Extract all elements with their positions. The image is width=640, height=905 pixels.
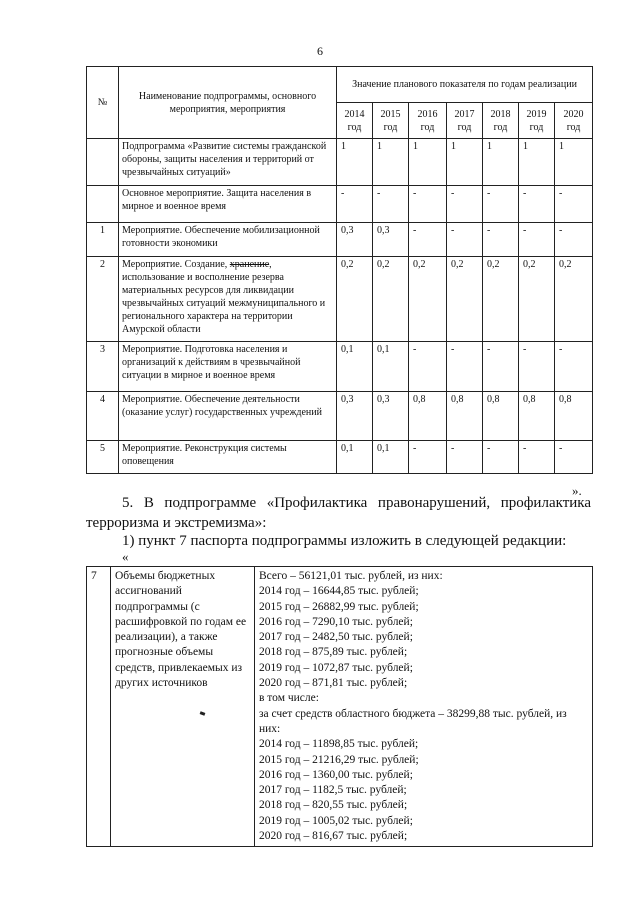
table-row xyxy=(87,392,593,441)
budget-table xyxy=(86,566,593,847)
row-value: - xyxy=(409,342,447,392)
indicators-table xyxy=(86,66,593,474)
row-value: - xyxy=(447,342,483,392)
row-value: - xyxy=(483,186,519,223)
row-value: 0,8 xyxy=(555,392,593,441)
budget-line: в том числе: xyxy=(259,692,319,705)
row-value: 1 xyxy=(409,139,447,186)
year-header: 2017 год xyxy=(447,103,483,139)
struck-word: хранение xyxy=(229,259,270,270)
budget-label: Объемы бюджетных ассигнований подпрограммы (с расшифровкой по годам ее реализации), а также прогнозные объемы средств, привлекаемых из других источников xyxy=(111,567,255,847)
row-value: - xyxy=(519,342,555,392)
row-value: 0,1 xyxy=(373,342,409,392)
row-name: Подпрограмма «Развитие системы гражданской обороны, защиты населения и территорий от чрезвычайных ситуаций» xyxy=(119,139,337,186)
row-value: 0,2 xyxy=(555,257,593,342)
budget-num: 7 xyxy=(87,567,111,847)
budget-line: 2018 год – 875,89 тыс. рублей; xyxy=(259,646,408,659)
budget-line: 2017 год – 2482,50 тыс. рублей; xyxy=(259,631,413,644)
row-num: 2 xyxy=(87,257,119,342)
row-name: Основное мероприятие. Защита населения в мирное и военное время xyxy=(119,186,337,223)
row-value: 0,3 xyxy=(337,392,373,441)
row-value: 0,2 xyxy=(409,257,447,342)
row-name: Мероприятие. Обеспечение деятельности (оказание услуг) государственных учреждений xyxy=(119,392,337,441)
closing-quote: ». xyxy=(572,483,582,498)
row-value: - xyxy=(555,223,593,257)
row-value: 0,3 xyxy=(337,223,373,257)
row-value: 0,2 xyxy=(373,257,409,342)
row-value: - xyxy=(409,223,447,257)
row-value: - xyxy=(555,186,593,223)
row-value: 0,1 xyxy=(337,441,373,474)
year-header: 2019 год xyxy=(519,103,555,139)
row-value: 0,2 xyxy=(337,257,373,342)
row-value: 0,8 xyxy=(409,392,447,441)
header-name: Наименование подпрограммы, основного мероприятия, мероприятия xyxy=(119,67,337,139)
header-group: Значение планового показателя по годам реализации xyxy=(337,67,593,103)
row-value: - xyxy=(373,186,409,223)
row-value: 1 xyxy=(337,139,373,186)
row-value: 1 xyxy=(519,139,555,186)
row-value: - xyxy=(447,186,483,223)
page-number: 6 xyxy=(317,44,323,58)
row-value: 1 xyxy=(483,139,519,186)
year-header: 2018 год xyxy=(483,103,519,139)
row-value: 0,8 xyxy=(483,392,519,441)
row-name: Мероприятие. Обеспечение мобилизационной готовности экономики xyxy=(119,223,337,257)
table-row xyxy=(87,342,593,392)
row-value: 1 xyxy=(447,139,483,186)
row-value: 0,2 xyxy=(519,257,555,342)
row-value: 0,3 xyxy=(373,392,409,441)
row-value: 0,2 xyxy=(447,257,483,342)
budget-line: за счет средств областного бюджета – 38299,88 тыс. рублей, из них: xyxy=(259,707,567,735)
row-value: - xyxy=(483,342,519,392)
row-value: - xyxy=(409,186,447,223)
row-num: 3 xyxy=(87,342,119,392)
budget-line: 2015 год – 26882,99 тыс. рублей; xyxy=(259,600,419,613)
row-value: 0,1 xyxy=(337,342,373,392)
table-row xyxy=(87,257,593,342)
table-row xyxy=(87,567,593,847)
row-value: - xyxy=(555,441,593,474)
row-name xyxy=(119,257,337,342)
row-num: 5 xyxy=(87,441,119,474)
row-value: 1 xyxy=(373,139,409,186)
row-num xyxy=(87,139,119,186)
row-name-part: , использование и восполнение резерва материальных ресурсов для ликвидации чрезвычайных ситуаций межмуниципального и регионального характера на территории Амурской области xyxy=(122,259,326,335)
budget-line: 2017 год – 1182,5 тыс. рублей; xyxy=(259,784,407,797)
row-num: 4 xyxy=(87,392,119,441)
row-value: - xyxy=(447,223,483,257)
table-row xyxy=(87,223,593,257)
year-header: 2014 год xyxy=(337,103,373,139)
table-row xyxy=(87,186,593,223)
budget-line: 2020 год – 871,81 тыс. рублей; xyxy=(259,677,408,690)
row-value: - xyxy=(519,223,555,257)
year-header: 2020 год xyxy=(555,103,593,139)
row-value: 0,8 xyxy=(519,392,555,441)
budget-line: 2014 год – 11898,85 тыс. рублей; xyxy=(259,738,419,751)
row-value: - xyxy=(409,441,447,474)
row-value: 0,1 xyxy=(373,441,409,474)
row-value: 0,2 xyxy=(483,257,519,342)
paragraph-5: 5. В подпрограмме «Профилактика правонарушений, профилактика терроризма и экстремизма»: xyxy=(86,495,591,531)
row-value: - xyxy=(483,223,519,257)
row-value: 0,3 xyxy=(373,223,409,257)
paragraph-1: 1) пункт 7 паспорта подпрограммы изложить в следующей редакции: xyxy=(122,533,567,549)
row-name-part: Мероприятие. Создание, xyxy=(122,259,230,270)
row-value: 1 xyxy=(555,139,593,186)
budget-line: Всего – 56121,01 тыс. рублей, из них: xyxy=(259,570,443,582)
row-value: - xyxy=(483,441,519,474)
year-header: 2015 год xyxy=(373,103,409,139)
row-value: - xyxy=(555,342,593,392)
row-value: - xyxy=(519,441,555,474)
row-num xyxy=(87,186,119,223)
budget-line: 2018 год – 820,55 тыс. рублей; xyxy=(259,799,408,812)
budget-line: 2016 год – 7290,10 тыс. рублей; xyxy=(259,615,413,628)
row-value: - xyxy=(337,186,373,223)
budget-lines xyxy=(255,567,593,847)
row-value: - xyxy=(447,441,483,474)
header-num: № xyxy=(87,67,119,139)
row-name: Мероприятие. Реконструкция системы оповещения xyxy=(119,441,337,474)
row-name: Мероприятие. Подготовка населения и организаций к действиям в чрезвычайной ситуации в мирное и военное время xyxy=(119,342,337,392)
budget-line: 2015 год – 21216,29 тыс. рублей; xyxy=(259,753,419,766)
row-value: 0,8 xyxy=(447,392,483,441)
budget-line: 2019 год – 1072,87 тыс. рублей; xyxy=(259,661,413,674)
budget-line: 2016 год – 1360,00 тыс. рублей; xyxy=(259,768,413,781)
opening-quote: « xyxy=(122,549,129,564)
table-row xyxy=(87,441,593,474)
year-header: 2016 год xyxy=(409,103,447,139)
row-value: - xyxy=(519,186,555,223)
budget-line: 2020 год – 816,67 тыс. рублей; xyxy=(259,830,408,843)
budget-line: 2019 год – 1005,02 тыс. рублей; xyxy=(259,814,413,827)
budget-line: 2014 год – 16644,85 тыс. рублей; xyxy=(259,585,419,598)
table-row xyxy=(87,139,593,186)
row-num: 1 xyxy=(87,223,119,257)
